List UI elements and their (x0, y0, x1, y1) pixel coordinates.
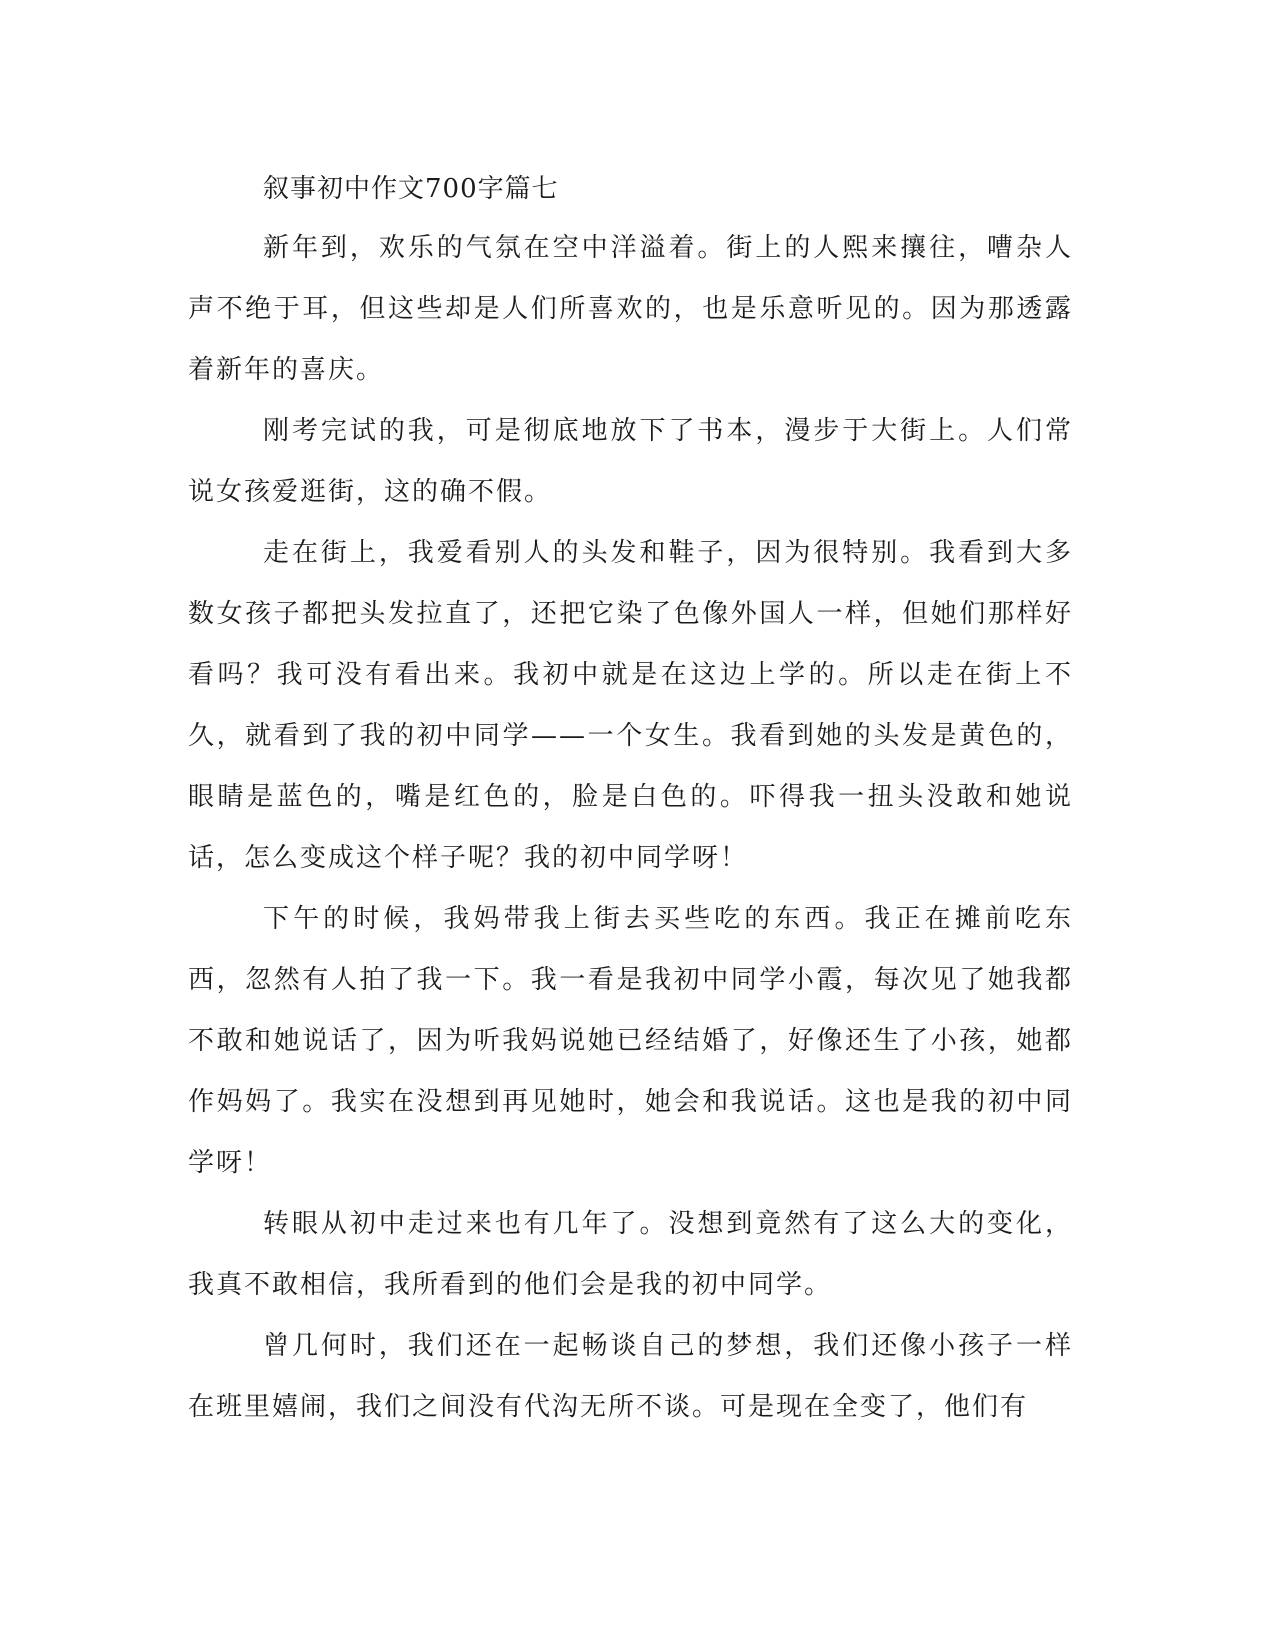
article-body (188, 160, 1073, 1438)
paragraph-1: 新年到，欢乐的气氛在空中洋溢着。街上的人熙来攘往，嘈杂人声不绝于耳，但这些却是人们所喜欢的，也是乐意听见的。因为那透露着新年的喜庆。 (188, 233, 1073, 385)
paragraph-5: 转眼从初中走过来也有几年了。没想到竟然有了这么大的变化，我真不敢相信，我所看到的他们会是我的初中同学。 (188, 1209, 1073, 1300)
paragraph-2: 刚考完试的我，可是彻底地放下了书本，漫步于大街上。人们常说女孩爱逛街，这的确不假。 (188, 416, 1073, 507)
article-title: 叙事初中作文700字篇七 (263, 174, 559, 204)
paragraph-3: 走在街上，我爱看别人的头发和鞋子，因为很特别。我看到大多数女孩子都把头发拉直了，还把它染了色像外国人一样，但她们那样好看吗？我可没有看出来。我初中就是在这边上学的。所以走在街上不久，就看到了我的初中同学——一个女生。我看到她的头发是黄色的，眼睛是蓝色的，嘴是红色的，脸是白色的。吓得我一扭头没敢和她说话，怎么变成这个样子呢？我的初中同学呀！ (188, 538, 1073, 873)
paragraph-4: 下午的时候，我妈带我上街去买些吃的东西。我正在摊前吃东西，忽然有人拍了我一下。我一看是我初中同学小霞，每次见了她我都不敢和她说话了，因为听我妈说她已经结婚了，好像还生了小孩，她都作妈妈了。我实在没想到再见她时，她会和我说话。这也是我的初中同学呀！ (188, 904, 1073, 1178)
paragraph-6: 曾几何时，我们还在一起畅谈自己的梦想，我们还像小孩子一样在班里嬉闹，我们之间没有代沟无所不谈。可是现在全变了，他们有 (188, 1331, 1073, 1422)
